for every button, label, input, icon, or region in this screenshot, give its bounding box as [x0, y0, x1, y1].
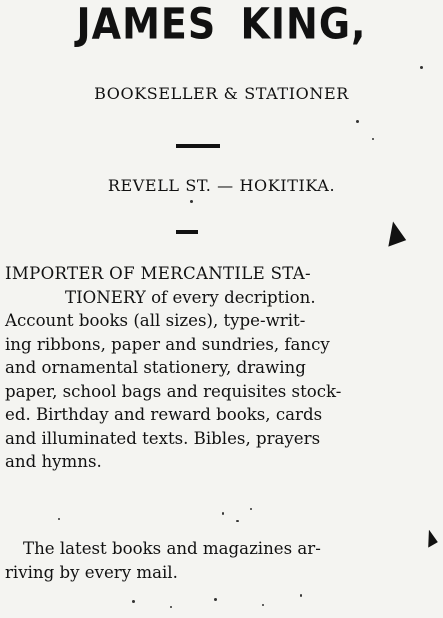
body-line: paper, school bags and requisites stock- — [5, 381, 342, 401]
ink-speck — [214, 598, 217, 601]
body-line: and hymns. — [5, 452, 102, 471]
ink-speck — [300, 594, 302, 597]
ink-speck — [262, 604, 264, 606]
ink-speck — [356, 120, 359, 123]
ink-speck — [236, 520, 239, 522]
ink-speck — [170, 606, 172, 608]
advert-closing — [5, 537, 435, 584]
advert-address: REVELL ST. — HOKITIKA. — [107, 176, 336, 195]
divider-rule — [176, 230, 198, 234]
ink-speck — [132, 600, 135, 603]
ink-speck — [372, 138, 374, 140]
ink-speck — [190, 200, 193, 203]
body-line: Account books (all sizes), type-writ- — [5, 311, 306, 330]
closing-line: The latest books and magazines ar- — [23, 539, 321, 558]
ink-blot — [381, 219, 406, 246]
ink-speck — [222, 512, 224, 515]
ink-speck — [58, 518, 60, 520]
advert-body — [5, 262, 435, 474]
divider-rule — [176, 144, 220, 148]
body-line: and ornamental stationery, drawing — [5, 358, 306, 377]
body-line: IMPORTER OF MERCANTILE STA- — [5, 264, 311, 283]
body-line: ed. Birthday and reward books, cards — [5, 405, 323, 424]
closing-line: riving by every mail. — [5, 562, 178, 582]
ink-speck — [420, 66, 423, 69]
body-line: ing ribbons, paper and sundries, fancy — [5, 334, 330, 354]
body-line: and illuminated texts. Bibles, prayers — [5, 428, 321, 448]
body-line: TIONERY of every decription. — [65, 287, 316, 307]
ink-speck — [250, 508, 252, 510]
advert-subtitle: BOOKSELLER & STATIONER — [94, 84, 349, 103]
advert-title: JAMES KING, — [76, 0, 367, 49]
